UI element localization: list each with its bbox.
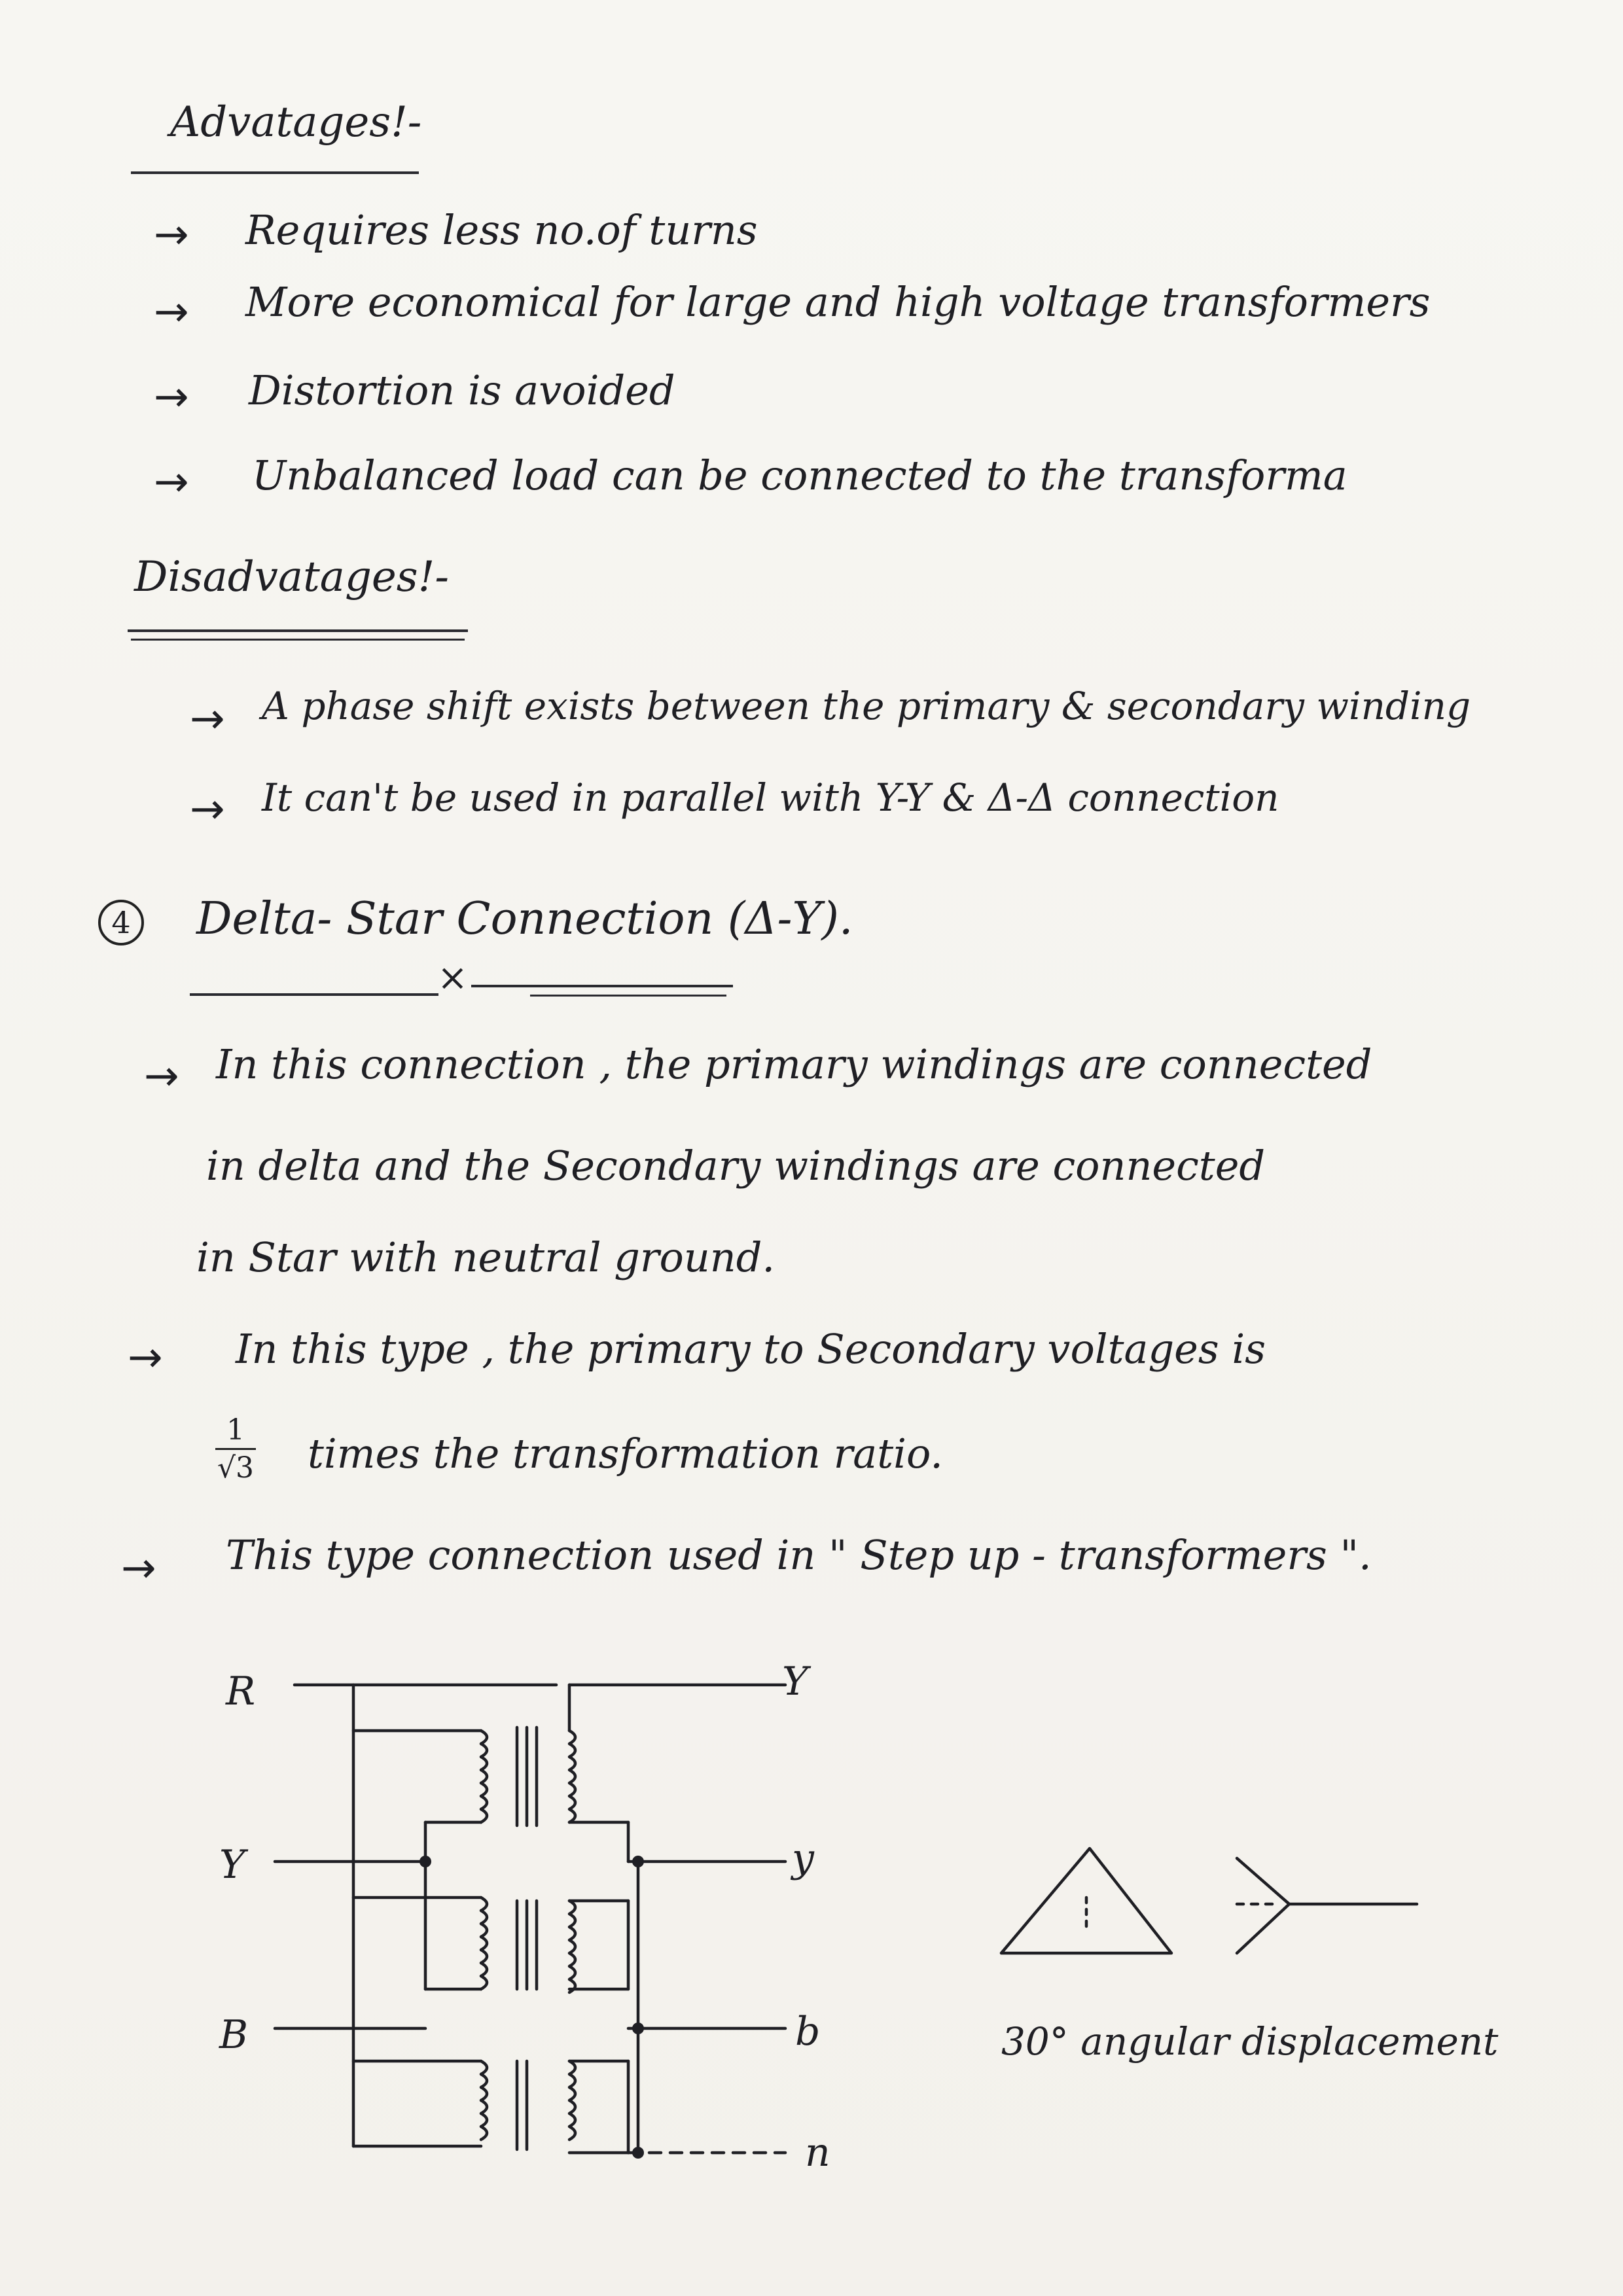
point-line: In this type , the primary to Secondary voltages is <box>236 1325 1266 1373</box>
arrow-icon: → <box>121 1544 156 1593</box>
arrow-icon: → <box>128 1333 163 1382</box>
label-primary-y: Y <box>219 1842 245 1888</box>
arrow-icon: → <box>154 288 189 336</box>
point-line: This type connection used in " Step up - transformers ". <box>226 1531 1372 1579</box>
advantage-item: More economical for large and high voltage transformers <box>245 278 1431 326</box>
advantages-heading: Advatages!- <box>170 98 422 147</box>
advantage-item: Requires less no.of turns <box>245 206 758 254</box>
label-secondary-y: y <box>792 1835 814 1881</box>
point-line: In this connection , the primary windings are connected <box>216 1040 1372 1088</box>
point-line: times the transformation ratio. <box>308 1430 943 1477</box>
disadvantages-heading: Disadvatages!- <box>134 553 449 601</box>
arrow-icon: → <box>154 211 189 259</box>
arrow-icon: → <box>190 695 225 743</box>
point-line: in Star with neutral ground. <box>196 1233 776 1281</box>
disadvantage-item: It can't be used in parallel with Y-Y & Δ-Δ connection <box>262 775 1279 820</box>
arrow-icon: → <box>190 785 225 834</box>
point-line: in delta and the Secondary windings are connected <box>206 1142 1266 1190</box>
angular-displacement-caption: 30° angular displacement <box>1001 2019 1499 2064</box>
fraction-numerator: 1 <box>226 1413 245 1447</box>
section-number-badge: 4 <box>98 900 144 945</box>
label-secondary-y-upper: Y <box>782 1659 808 1704</box>
fraction-denominator: √3 <box>217 1451 255 1485</box>
arrow-icon: → <box>144 1052 179 1101</box>
disadvantage-item: A phase shift exists between the primary & secondary winding <box>262 684 1471 728</box>
advantage-item: Distortion is avoided <box>249 366 675 414</box>
label-primary-b: B <box>219 2012 249 2058</box>
cross-mark: × <box>437 957 468 999</box>
arrow-icon: → <box>154 458 189 506</box>
label-secondary-b: b <box>795 2009 821 2055</box>
label-primary-r: R <box>226 1669 256 1714</box>
section-title: Delta- Star Connection (Δ-Y). <box>196 893 853 945</box>
arrow-icon: → <box>154 373 189 421</box>
label-neutral-n: n <box>805 2130 830 2176</box>
advantage-item: Unbalanced load can be connected to the transforma <box>252 451 1347 499</box>
